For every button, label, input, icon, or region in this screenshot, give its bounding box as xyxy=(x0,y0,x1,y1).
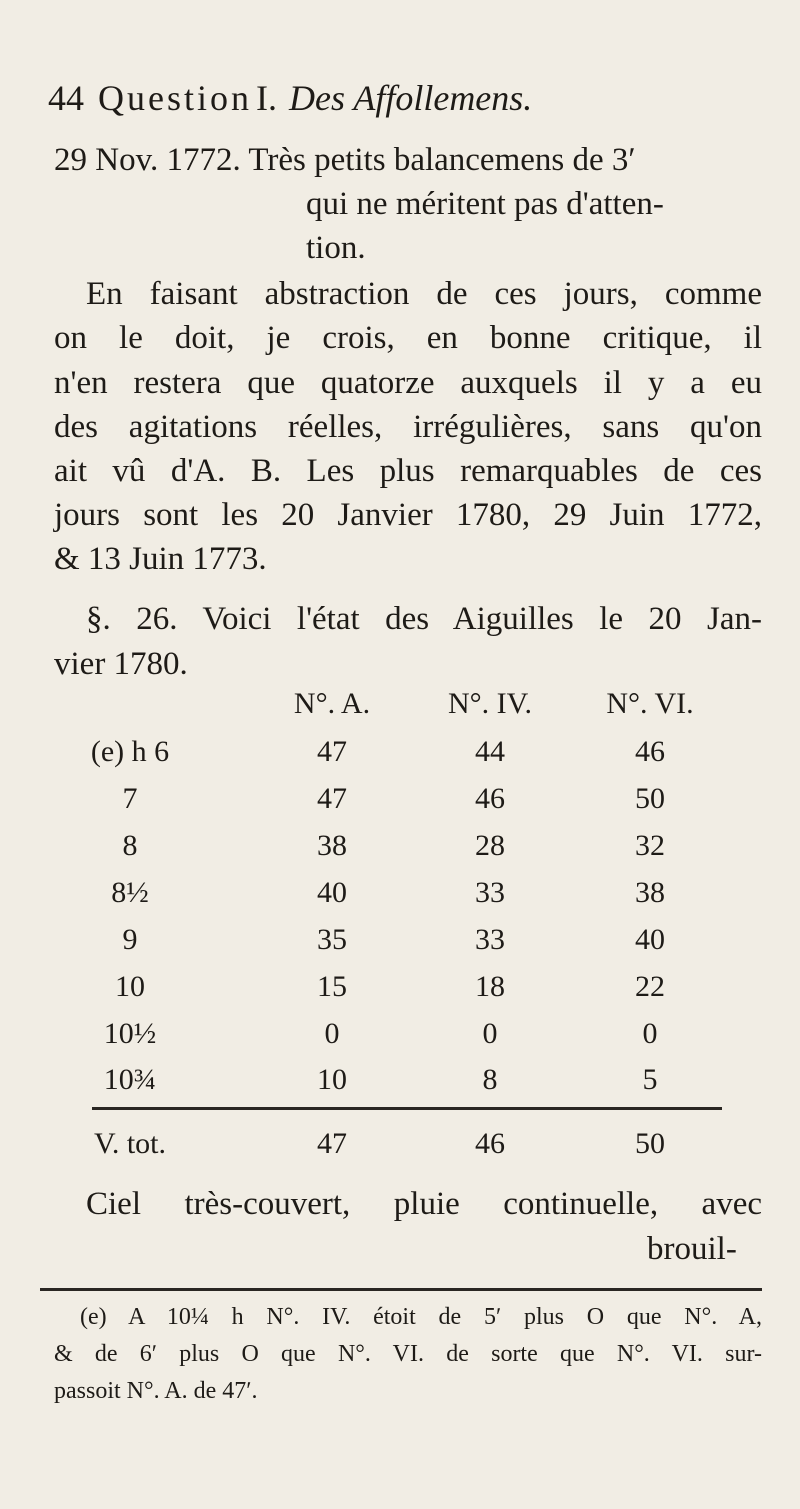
paragraph-line-1: En faisant abstraction de ces jours, comme xyxy=(86,276,762,312)
table-cell: 47 xyxy=(317,735,347,768)
footnote-rule xyxy=(40,1288,762,1291)
table-cell-hour: 8 xyxy=(122,829,138,862)
table-cell: 46 xyxy=(475,782,505,815)
table-cell-hour: 9 xyxy=(122,923,138,956)
paragraph-line-7: & 13 Juin 1773. xyxy=(54,541,267,577)
section-heading-line-1: §. 26. Voici l'état des Aiguilles le 20 Jan- xyxy=(86,601,762,637)
table-cell: 33 xyxy=(475,876,505,909)
table-cell-hour: 10¾ xyxy=(103,1063,157,1096)
table-cell: 0 xyxy=(642,1017,658,1050)
table-cell: 18 xyxy=(475,970,505,1003)
paragraph-line-3: n'en restera que quatorze auxquels il y a eu xyxy=(54,365,762,401)
table-cell: 40 xyxy=(635,923,665,956)
table-cell: 44 xyxy=(475,735,505,768)
table-cell-hour: 10½ xyxy=(103,1017,157,1050)
section-heading-line-2: vier 1780. xyxy=(54,646,188,682)
nov-entry-line-2: qui ne méritent pas d'atten- xyxy=(306,186,664,222)
paragraph-line-4: des agitations réelles, irrégulières, sans qu'on xyxy=(54,409,762,445)
nov-entry-line-3: tion. xyxy=(306,230,366,266)
table-total-cell: 46 xyxy=(475,1127,505,1160)
table-cell: 5 xyxy=(642,1063,658,1096)
header-question: Question xyxy=(98,78,252,118)
table-cell: 10 xyxy=(317,1063,347,1096)
header-title: Des Affollemens. xyxy=(289,78,533,118)
table-cell-hour: 7 xyxy=(122,782,138,815)
table-cell: 38 xyxy=(635,876,665,909)
paragraph-line-5: ait vû d'A. B. Les plus remarquables de ces xyxy=(54,453,762,489)
table-cell: 38 xyxy=(317,829,347,862)
table-cell: 40 xyxy=(317,876,347,909)
table-header-a: N°. A. xyxy=(293,687,371,720)
table-cell-hour: (e) h 6 xyxy=(90,735,170,768)
table-cell: 33 xyxy=(475,923,505,956)
footnote-line-3: passoit N°. A. de 47ʹ. xyxy=(54,1378,258,1404)
table-header-iv: N°. IV. xyxy=(448,687,532,720)
table-cell-hour: 8½ xyxy=(111,876,149,909)
table-cell-hour: 10 xyxy=(115,970,145,1003)
table-total-label: V. tot. xyxy=(94,1127,166,1160)
paragraph-line-6: jours sont les 20 Janvier 1780, 29 Juin 1772, xyxy=(54,497,762,533)
table-rule xyxy=(92,1107,722,1110)
table-cell: 46 xyxy=(635,735,665,768)
table-cell: 28 xyxy=(475,829,505,862)
table-cell: 8 xyxy=(482,1063,498,1096)
page-number: 44 xyxy=(48,78,84,118)
running-header xyxy=(48,76,768,120)
footnote-line-2: & de 6ʹ plus O que N°. VI. de sorte que N°. VI. sur- xyxy=(54,1341,762,1367)
table-cell: 0 xyxy=(324,1017,340,1050)
table-cell: 35 xyxy=(317,923,347,956)
footnote-line-1: (e) A 10¼ h N°. IV. étoit de 5ʹ plus O que N°. A, xyxy=(80,1304,762,1330)
table-cell: 32 xyxy=(635,829,665,862)
table-cell: 0 xyxy=(482,1017,498,1050)
header-roman: I. xyxy=(256,78,277,118)
weather-line: Ciel très-couvert, pluie continuelle, avec xyxy=(86,1186,762,1222)
table-cell: 22 xyxy=(635,970,665,1003)
paragraph-line-2: on le doit, je crois, en bonne critique, il xyxy=(54,320,762,356)
table-header-vi: N°. VI. xyxy=(606,687,694,720)
table-cell: 15 xyxy=(317,970,347,1003)
nov-entry-line-1: 29 Nov. 1772. Très petits balancemens de 3ʹ xyxy=(54,142,636,178)
table-total-cell: 50 xyxy=(635,1127,665,1160)
catchword: brouil- xyxy=(647,1231,737,1267)
table-cell: 47 xyxy=(317,782,347,815)
table-cell: 50 xyxy=(635,782,665,815)
table-total-cell: 47 xyxy=(317,1127,347,1160)
